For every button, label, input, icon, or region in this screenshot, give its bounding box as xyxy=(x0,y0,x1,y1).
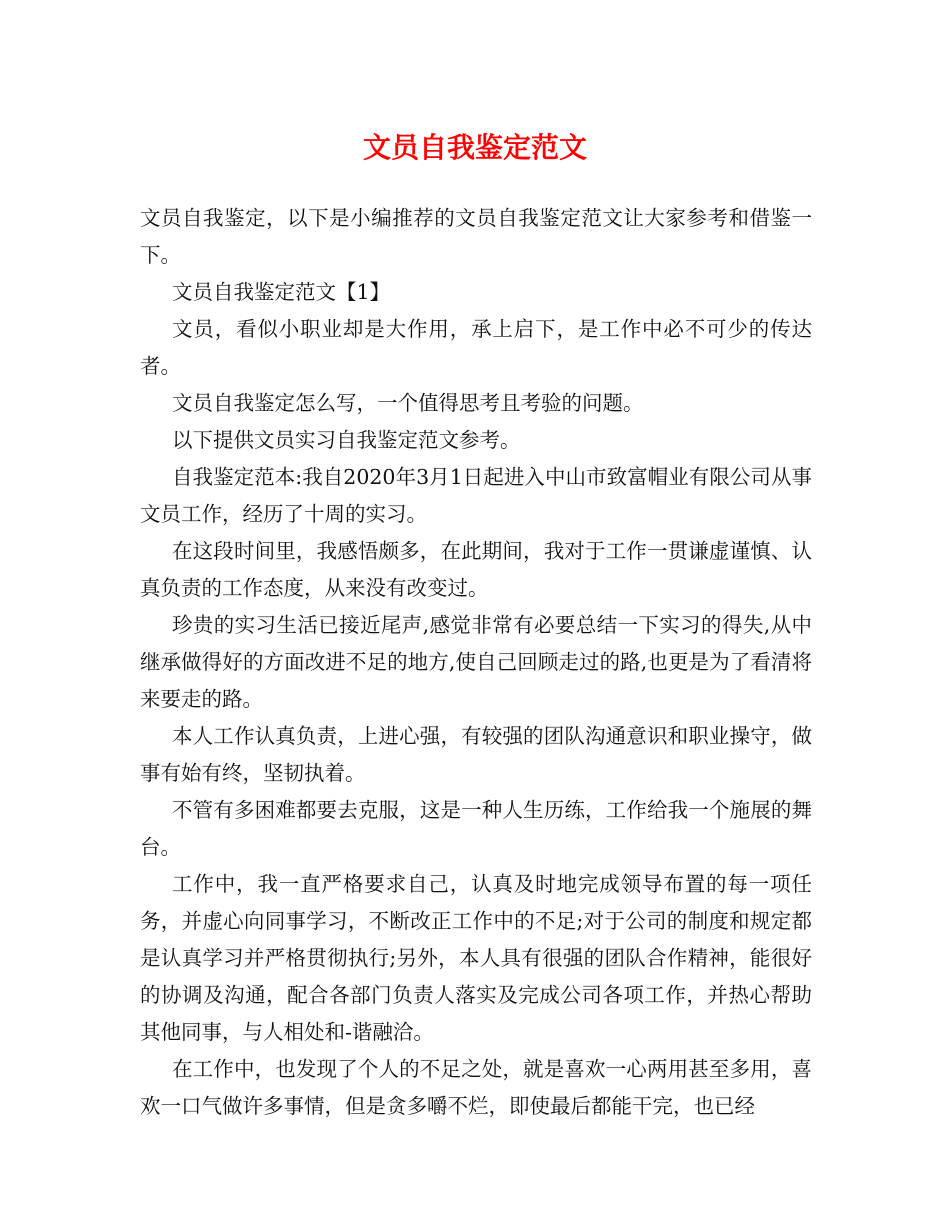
paragraph: 以下提供文员实习自我鉴定范文参考。 xyxy=(172,428,521,452)
paragraph: 不管有多困难都要去克服，这是一种人生历练，工作给我一个施展的舞台。 xyxy=(140,798,812,859)
paragraph-section-heading: 文员自我鉴定范文【1】 xyxy=(172,280,391,304)
document-title: 文员自我鉴定范文 xyxy=(362,131,587,164)
paragraph: 本人工作认真负责，上进心强，有较强的团队沟通意识和职业操守，做事有始有终，坚韧执着。 xyxy=(140,724,812,785)
paragraph: 珍贵的实习生活已接近尾声,感觉非常有必要总结一下实习的得失,从中继承做得好的方面改进不足的地方,使自己回顾走过的路,也更是为了看清将来要走的路。 xyxy=(140,613,812,711)
paragraph: 文员自我鉴定怎么写，一个值得思考且考验的问题。 xyxy=(172,391,644,415)
paragraph: 文员，看似小职业却是大作用，承上启下，是工作中必不可少的传达者。 xyxy=(140,317,812,378)
document-body xyxy=(140,200,812,1125)
paragraph-intro: 文员自我鉴定，以下是小编推荐的文员自我鉴定范文让大家参考和借鉴一下。 xyxy=(140,206,812,267)
paragraph: 工作中，我一直严格要求自己，认真及时地完成领导布置的每一项任务，并虚心向同事学习，不断改正工作中的不足;对于公司的制度和规定都是认真学习并严格贯彻执行;另外，本人具有很强的团队合作精神，能很好的协调及沟通，配合各部门负责人落实及完成公司各项工作，并热心帮助其他同事，与人相处和-谐融洽。 xyxy=(140,872,812,1044)
paragraph: 自我鉴定范本:我自2020年3月1日起进入中山市致富帽业有限公司从事文员工作，经历了十周的实习。 xyxy=(140,465,812,526)
paragraph: 在工作中，也发现了个人的不足之处，就是喜欢一心两用甚至多用，喜欢一口气做许多事情，但是贪多嚼不烂，即使最后都能干完，也已经 xyxy=(140,1057,812,1118)
paragraph: 在这段时间里，我感悟颇多，在此期间，我对于工作一贯谦虚谨慎、认真负责的工作态度，从来没有改变过。 xyxy=(140,539,812,600)
